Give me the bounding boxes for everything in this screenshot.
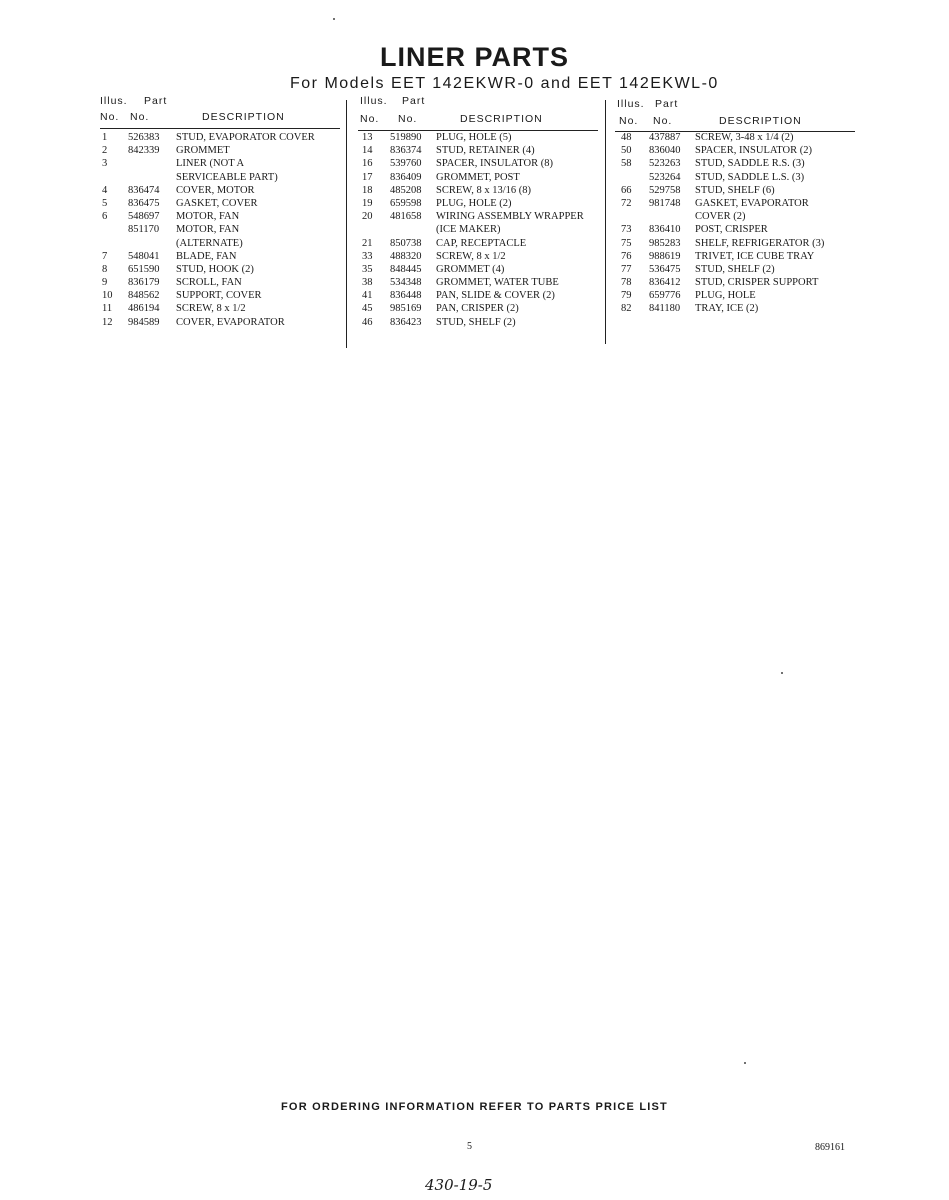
parts-row [615, 223, 855, 236]
illus-number: 38 [362, 277, 373, 289]
illus-header-top: Illus. [617, 98, 645, 110]
ordering-footer: FOR ORDERING INFORMATION REFER TO PARTS PRICE LIST [281, 1101, 668, 1113]
parts-row [615, 171, 855, 184]
illus-number: 82 [621, 303, 632, 315]
parts-row [358, 197, 598, 210]
illus-number: 2 [102, 145, 108, 157]
parts-row [100, 250, 340, 263]
part-description: STUD, SADDLE R.S. (3) [695, 158, 805, 170]
part-description: CAP, RECEPTACLE [436, 237, 527, 249]
part-description: SPACER, INSULATOR (2) [695, 145, 812, 157]
scan-speck [781, 672, 783, 674]
part-description: TRAY, ICE (2) [695, 303, 759, 315]
parts-row [100, 210, 340, 223]
parts-rows [358, 131, 598, 329]
illus-number: 16 [362, 158, 373, 170]
header-rule [615, 131, 855, 132]
part-description: GROMMET [176, 145, 230, 157]
parts-row [358, 210, 598, 223]
part-number: 659776 [649, 290, 681, 302]
part-number: 836412 [649, 277, 681, 289]
part-description: SERVICEABLE PART) [176, 171, 278, 183]
part-number: 848562 [128, 290, 160, 302]
part-number: 836474 [128, 184, 160, 196]
description-header: DESCRIPTION [202, 111, 285, 123]
part-number: 488320 [390, 250, 422, 262]
illus-header-top: Illus. [100, 95, 128, 107]
part-description: POST, CRISPER [695, 224, 768, 236]
illus-number: 66 [621, 184, 632, 196]
part-header-top: Part [144, 95, 168, 107]
parts-row [100, 197, 340, 210]
part-number: 988619 [649, 250, 681, 262]
parts-row [100, 157, 340, 170]
illus-number: 73 [621, 224, 632, 236]
part-number: 548697 [128, 211, 160, 223]
part-description: SPACER, INSULATOR (8) [436, 158, 553, 170]
parts-row [100, 263, 340, 276]
part-description: MOTOR, FAN [176, 211, 240, 223]
illus-no-header: No. [100, 111, 120, 123]
part-number [649, 210, 695, 223]
illus-number [615, 210, 649, 223]
part-number: 985283 [649, 237, 681, 249]
column-header [100, 95, 340, 131]
part-description: STUD, HOOK (2) [176, 263, 254, 275]
illus-number [615, 171, 649, 184]
illus-number: 58 [621, 158, 632, 170]
part-description: TRIVET, ICE CUBE TRAY [695, 250, 815, 262]
parts-row [358, 131, 598, 144]
part-description: STUD, SHELF (6) [695, 184, 775, 196]
part-number: 836410 [649, 224, 681, 236]
illus-number: 13 [362, 132, 373, 143]
part-description: STUD, SADDLE L.S. (3) [695, 171, 805, 183]
part-number [128, 157, 176, 170]
parts-row [615, 237, 855, 250]
header-rule [100, 128, 340, 129]
illus-number: 17 [362, 171, 373, 183]
illus-number: 75 [621, 237, 632, 249]
illus-number: 46 [362, 316, 373, 328]
parts-row [615, 197, 855, 210]
illus-number: 50 [621, 145, 632, 157]
part-number: 485208 [390, 184, 422, 196]
part-number: 534348 [390, 277, 422, 289]
part-description: WIRING ASSEMBLY WRAPPER [436, 211, 584, 223]
parts-rows [100, 131, 340, 329]
part-number: 836179 [128, 277, 160, 289]
part-description: (ICE MAKER) [436, 224, 501, 236]
description-header: DESCRIPTION [460, 113, 543, 125]
part-description: COVER, MOTOR [176, 184, 255, 196]
illus-number [358, 223, 390, 236]
part-number: 651590 [128, 263, 160, 275]
part-description: PLUG, HOLE (5) [436, 132, 512, 143]
part-number: 539760 [390, 158, 422, 170]
part-no-header: No. [398, 113, 418, 125]
illus-number: 12 [102, 316, 113, 328]
part-number: 481658 [390, 211, 422, 223]
page-subtitle: For Models EET 142EKWR-0 and EET 142EKWL-0 [290, 75, 719, 92]
illus-number: 14 [362, 145, 373, 157]
parts-row [615, 131, 855, 144]
parts-row [100, 302, 340, 315]
part-header-top: Part [655, 98, 679, 110]
part-number: 536475 [649, 263, 681, 275]
parts-row [615, 289, 855, 302]
part-number: 851170 [128, 224, 160, 236]
part-description: SUPPORT, COVER [176, 290, 262, 302]
illus-number: 11 [102, 303, 113, 315]
header-rule [358, 130, 598, 131]
part-number: 437887 [649, 132, 681, 143]
illus-number: 35 [362, 263, 373, 275]
part-no-header: No. [130, 111, 150, 123]
illus-number: 78 [621, 277, 632, 289]
parts-column-2 [358, 95, 598, 329]
illus-number: 6 [102, 211, 108, 223]
parts-row [358, 289, 598, 302]
part-description: STUD, SHELF (2) [695, 263, 775, 275]
parts-row [615, 263, 855, 276]
part-description: PAN, CRISPER (2) [436, 303, 519, 315]
part-number [390, 223, 436, 236]
illus-number: 19 [362, 197, 373, 209]
part-number [128, 237, 176, 250]
illus-number: 41 [362, 290, 373, 302]
parts-row [358, 184, 598, 197]
parts-rows [615, 131, 855, 316]
part-number: 836374 [390, 145, 422, 157]
part-number: 659598 [390, 197, 422, 209]
part-number: 841180 [649, 303, 681, 315]
parts-row [100, 223, 340, 236]
illus-number [100, 223, 128, 236]
part-number: 529758 [649, 184, 681, 196]
parts-row [358, 316, 598, 329]
parts-row [358, 276, 598, 289]
parts-row [100, 276, 340, 289]
part-description: GASKET, COVER [176, 197, 258, 209]
scan-speck [744, 1062, 746, 1064]
part-number: 486194 [128, 303, 160, 315]
part-description: BLADE, FAN [176, 250, 237, 262]
part-description: GASKET, EVAPORATOR [695, 197, 809, 209]
part-description: PLUG, HOLE [695, 290, 756, 302]
part-no-header: No. [653, 115, 673, 127]
column-header [615, 95, 855, 131]
part-description: LINER (NOT A [176, 158, 245, 170]
parts-row [358, 302, 598, 315]
part-number: 523264 [649, 171, 681, 183]
part-description: GROMMET, POST [436, 171, 520, 183]
part-number: 985169 [390, 303, 422, 315]
page-title: LINER PARTS [379, 42, 569, 72]
parts-row [100, 289, 340, 302]
part-description: SCROLL, FAN [176, 277, 242, 289]
parts-row [358, 263, 598, 276]
parts-row [615, 210, 855, 223]
part-description: COVER, EVAPORATOR [176, 316, 285, 328]
illus-number: 48 [621, 132, 632, 143]
illus-number [100, 237, 128, 250]
page-number: 5 [467, 1141, 472, 1152]
part-description: PAN, SLIDE & COVER (2) [436, 290, 555, 302]
part-description: MOTOR, FAN [176, 224, 240, 236]
part-number: 842339 [128, 145, 160, 157]
illus-number: 33 [362, 250, 373, 262]
parts-row [100, 131, 340, 144]
part-number: 836423 [390, 316, 422, 328]
part-number: 984589 [128, 316, 160, 328]
part-description: GROMMET (4) [436, 263, 505, 275]
parts-row [100, 144, 340, 157]
column-divider [605, 100, 606, 344]
part-description: (ALTERNATE) [176, 237, 243, 249]
parts-row [358, 171, 598, 184]
illus-number: 77 [621, 263, 632, 275]
illus-number: 76 [621, 250, 632, 262]
part-description: PLUG, HOLE (2) [436, 197, 512, 209]
part-header-top: Part [402, 95, 426, 107]
illus-number: 7 [102, 250, 108, 262]
part-description: SCREW, 8 x 1/2 [436, 250, 506, 262]
part-description: STUD, EVAPORATOR COVER [176, 132, 315, 143]
parts-column-3 [615, 95, 855, 316]
illus-number: 5 [102, 197, 108, 209]
column-header [358, 95, 598, 131]
illus-no-header: No. [360, 113, 380, 125]
part-number: 850738 [390, 237, 422, 249]
illus-number: 1 [102, 132, 108, 143]
part-description: STUD, CRISPER SUPPORT [695, 277, 819, 289]
handwritten-note: 430-19-5 [425, 1176, 493, 1194]
part-description: COVER (2) [695, 211, 746, 223]
illus-number [100, 171, 128, 184]
parts-row [100, 184, 340, 197]
part-number: 836475 [128, 197, 160, 209]
part-description: GROMMET, WATER TUBE [436, 277, 559, 289]
parts-row [358, 237, 598, 250]
parts-row [615, 157, 855, 170]
parts-row [358, 250, 598, 263]
part-number: 981748 [649, 197, 681, 209]
column-divider [346, 100, 347, 348]
illus-number: 79 [621, 290, 632, 302]
part-number: 548041 [128, 250, 160, 262]
part-number [128, 171, 176, 184]
part-number: 836040 [649, 145, 681, 157]
illus-number: 18 [362, 184, 373, 196]
illus-number: 3 [102, 158, 108, 170]
description-header: DESCRIPTION [719, 115, 802, 127]
parts-row [100, 171, 340, 184]
scan-speck [333, 18, 335, 20]
parts-row [358, 223, 598, 236]
part-number: 836448 [390, 290, 422, 302]
part-number: 519890 [390, 132, 422, 143]
part-number: 836409 [390, 171, 422, 183]
illus-number: 8 [102, 263, 108, 275]
parts-row [615, 276, 855, 289]
parts-row [615, 302, 855, 315]
part-number: 526383 [128, 132, 160, 143]
illus-number: 20 [362, 211, 373, 223]
part-number: 523263 [649, 158, 681, 170]
part-description: SCREW, 8 x 1/2 [176, 303, 246, 315]
document-code: 869161 [815, 1142, 845, 1153]
illus-number: 21 [362, 237, 373, 249]
part-description: SCREW, 3-48 x 1/4 (2) [695, 132, 794, 143]
illus-number: 4 [102, 184, 108, 196]
part-description: SCREW, 8 x 13/16 (8) [436, 184, 531, 196]
parts-row [615, 144, 855, 157]
parts-row [100, 316, 340, 329]
parts-row [358, 144, 598, 157]
parts-row [615, 250, 855, 263]
illus-header-top: Illus. [360, 95, 388, 107]
part-description: STUD, RETAINER (4) [436, 145, 535, 157]
parts-row [100, 237, 340, 250]
part-number: 848445 [390, 263, 422, 275]
part-description: STUD, SHELF (2) [436, 316, 516, 328]
illus-number: 72 [621, 197, 632, 209]
parts-column-1 [100, 95, 340, 329]
parts-row [358, 157, 598, 170]
illus-number: 9 [102, 277, 108, 289]
illus-number: 10 [102, 290, 113, 302]
illus-no-header: No. [619, 115, 639, 127]
parts-row [615, 184, 855, 197]
illus-number: 45 [362, 303, 373, 315]
part-description: SHELF, REFRIGERATOR (3) [695, 237, 825, 249]
